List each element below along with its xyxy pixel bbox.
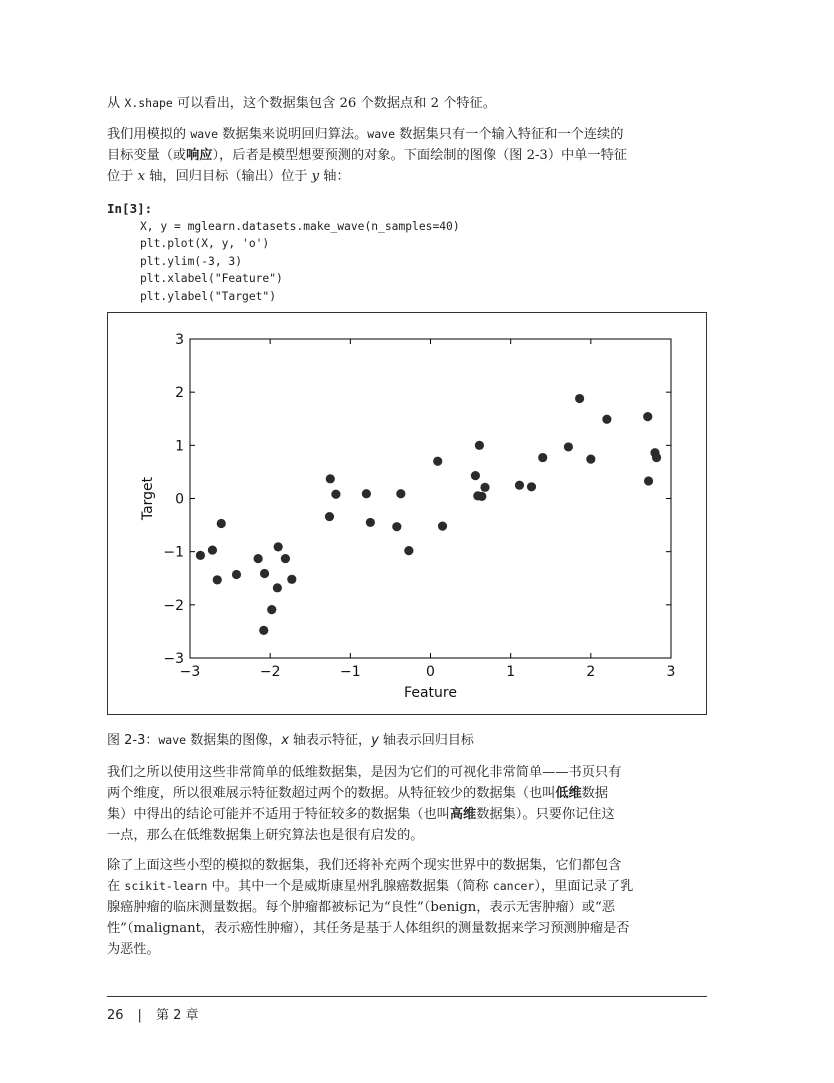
italic-var: y bbox=[311, 169, 320, 184]
code-line: plt.ylim(-3, 3) bbox=[140, 254, 243, 268]
text: 我们用模拟的 bbox=[107, 127, 191, 142]
data-point bbox=[477, 492, 486, 501]
text: 两个维度，所以很难展示特征数超过两个的数据。从特征较少的数据集（也叫 bbox=[107, 786, 556, 801]
inline-code: wave bbox=[367, 127, 395, 141]
footer-separator: | bbox=[137, 1008, 142, 1023]
data-point bbox=[652, 453, 661, 462]
data-point bbox=[527, 482, 536, 491]
data-point bbox=[438, 522, 447, 531]
paragraph-1 bbox=[107, 93, 707, 114]
inline-code: wave bbox=[158, 733, 187, 747]
data-point bbox=[259, 626, 268, 635]
code-line: X, y = mglearn.datasets.make_wave(n_samples=40) bbox=[140, 219, 460, 233]
data-point bbox=[366, 518, 375, 527]
text: 数据集来说明回归算法。 bbox=[218, 127, 368, 142]
inline-code: X.shape bbox=[124, 96, 173, 110]
data-point bbox=[396, 489, 405, 498]
paragraph-line bbox=[107, 825, 707, 846]
inline-code: scikit-learn bbox=[124, 879, 208, 893]
text: 除了上面这些小型的模拟的数据集，我们还将补充两个现实世界中的数据集，它们都包含 bbox=[107, 858, 622, 873]
data-point bbox=[287, 575, 296, 584]
y-tick-label: 2 bbox=[175, 385, 184, 402]
text: 一点，那么在低维数据集上研究算法也是很有启发的。 bbox=[107, 828, 424, 843]
x-axis-label: Feature bbox=[404, 685, 457, 701]
figure-frame bbox=[107, 312, 707, 715]
text: 轴表示特征， bbox=[288, 733, 372, 748]
data-point bbox=[232, 570, 241, 579]
chapter-label: 第 2 章 bbox=[155, 1008, 199, 1023]
bold-term: 响应 bbox=[186, 148, 213, 163]
data-point bbox=[602, 415, 611, 424]
data-point bbox=[480, 483, 489, 492]
page-footer bbox=[107, 1004, 198, 1023]
italic-var: x bbox=[137, 169, 146, 184]
inline-code: cancer bbox=[492, 879, 535, 893]
data-point bbox=[392, 522, 401, 531]
x-tick-label: 3 bbox=[666, 664, 676, 680]
data-point bbox=[213, 575, 222, 584]
paragraph-line bbox=[107, 804, 707, 825]
data-point bbox=[538, 453, 547, 462]
paragraph-line bbox=[107, 762, 707, 783]
text: 在 bbox=[107, 879, 125, 894]
data-point bbox=[471, 471, 480, 480]
data-point bbox=[644, 476, 653, 485]
paragraph-line bbox=[107, 876, 707, 897]
y-tick-label: 3 bbox=[175, 332, 184, 348]
code-cell bbox=[107, 200, 460, 305]
x-tick-label: 2 bbox=[586, 664, 596, 680]
data-point bbox=[331, 490, 340, 499]
bold-term: 高维 bbox=[449, 807, 477, 822]
text: 轴： bbox=[319, 169, 350, 184]
text: 腺癌肿瘤的临床测量数据。每个肿瘤都被标记为“良性”（benign，表示无害肿瘤）或“恶 bbox=[107, 900, 615, 915]
paragraph-line bbox=[107, 166, 707, 187]
data-point bbox=[515, 481, 524, 490]
data-point bbox=[281, 554, 290, 563]
data-point bbox=[217, 519, 226, 528]
italic-var: x bbox=[281, 733, 289, 748]
bold-term: 低维 bbox=[555, 786, 582, 801]
data-point bbox=[196, 551, 205, 560]
y-tick-label: −1 bbox=[163, 544, 184, 561]
data-point bbox=[260, 569, 269, 578]
x-tick-label: −2 bbox=[259, 664, 281, 680]
data-point bbox=[575, 394, 584, 403]
footer-rule bbox=[107, 996, 707, 997]
y-tick-label: −3 bbox=[163, 651, 184, 667]
italic-var: y bbox=[371, 733, 379, 748]
text: 从 bbox=[107, 96, 125, 111]
text: ），里面记录了乳 bbox=[534, 879, 634, 894]
text: 为恶性。 bbox=[107, 942, 160, 957]
data-point bbox=[643, 412, 652, 421]
paragraph-line bbox=[107, 939, 707, 960]
text: 我们之所以使用这些非常简单的低维数据集，是因为它们的可视化非常简单——书页只有 bbox=[107, 765, 622, 780]
text: 轴表示回归目标 bbox=[378, 733, 474, 748]
inline-code: wave bbox=[190, 127, 219, 141]
text: 目标变量（或 bbox=[107, 148, 187, 163]
code-prompt: In[3]: bbox=[107, 201, 153, 216]
figure-caption bbox=[107, 729, 474, 748]
data-point bbox=[274, 542, 283, 551]
data-point bbox=[254, 554, 263, 563]
paragraph-3 bbox=[107, 762, 707, 846]
data-point bbox=[564, 442, 573, 451]
x-tick-label: −1 bbox=[340, 664, 361, 680]
page-number: 26 bbox=[107, 1008, 124, 1023]
paragraph-line bbox=[107, 897, 707, 918]
x-tick-label: 0 bbox=[426, 664, 435, 680]
y-axis-label: Target bbox=[140, 476, 156, 521]
data-point bbox=[325, 512, 334, 521]
text: 数据集的图像， bbox=[186, 733, 282, 748]
text: 数据集只有一个输入特征和一个连续的 bbox=[395, 127, 624, 142]
text: 位于 bbox=[107, 169, 138, 184]
data-point bbox=[586, 455, 595, 464]
plot-area bbox=[190, 339, 671, 658]
paragraph-line bbox=[107, 918, 707, 939]
x-tick-label: 1 bbox=[506, 664, 516, 680]
data-point bbox=[208, 545, 217, 554]
paragraph-2 bbox=[107, 124, 707, 187]
data-point bbox=[273, 583, 282, 592]
text: 性”（malignant，表示癌性肿瘤），其任务是基于人体组织的测量数据来学习预测肿瘤是否 bbox=[107, 921, 630, 936]
x-tick-label: −3 bbox=[179, 664, 201, 680]
data-point bbox=[475, 441, 484, 450]
text: 中。其中一个是威斯康星州乳腺癌数据集（简称 bbox=[207, 879, 493, 894]
paragraph-line bbox=[107, 855, 707, 876]
text: 数据 bbox=[581, 786, 609, 801]
data-point bbox=[362, 489, 371, 498]
data-point bbox=[267, 605, 276, 614]
y-tick-label: 1 bbox=[175, 438, 184, 455]
scatter-chart bbox=[108, 313, 706, 714]
code-line: plt.ylabel("Target") bbox=[140, 289, 277, 303]
paragraph-line bbox=[107, 145, 707, 166]
text: 可以看出，这个数据集包含 26 个数据点和 2 个特征。 bbox=[172, 96, 496, 111]
text: 轴，回归目标（输出）位于 bbox=[145, 169, 312, 184]
data-point bbox=[404, 546, 413, 555]
y-tick-label: 0 bbox=[175, 491, 184, 508]
data-point bbox=[433, 457, 442, 466]
paragraph-line bbox=[107, 124, 707, 145]
text: 数据集）。只要你记住这 bbox=[476, 807, 615, 822]
paragraph-4 bbox=[107, 855, 707, 960]
code-line: plt.xlabel("Feature") bbox=[140, 272, 283, 285]
caption-prefix: 图 2-3： bbox=[107, 733, 159, 748]
text: 集）中得出的结论可能并不适用于特征较多的数据集（也叫 bbox=[107, 807, 450, 822]
data-point bbox=[326, 474, 335, 483]
text: ），后者是模型想要预测的对象。下面绘制的图像（图 2-3）中单一特征 bbox=[212, 148, 627, 163]
y-tick-label: −2 bbox=[163, 597, 184, 614]
paragraph-line bbox=[107, 783, 707, 804]
code-line: plt.plot(X, y, 'o') bbox=[140, 237, 270, 250]
